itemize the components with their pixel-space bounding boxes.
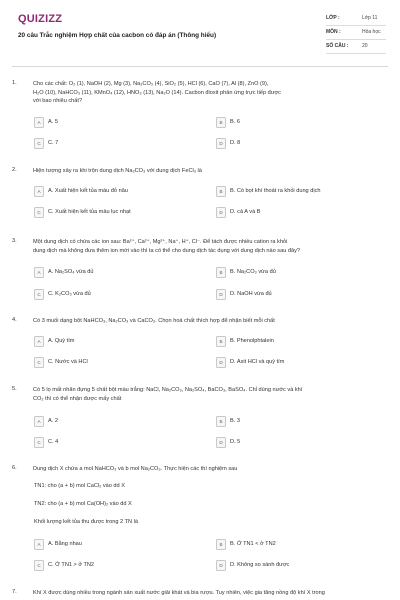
option-text: D. Không so sánh được — [230, 562, 290, 568]
option-text: B. Na₂CO₃ vừa đủ — [230, 269, 276, 275]
option-d[interactable] — [216, 138, 386, 150]
question-line: H₂O (10), NaHCO₃ (11), KMnO₄ (12), HNO₃ (13), Na₂O (14). Cacbon đioxit phản ứng trực tiếp được — [33, 89, 281, 96]
question-line: Khí X được dùng nhiều trong ngành sản xuất nước giải khát và bia rượu. Tuy nhiên, việc gia tăng nồng độ khí X trong — [33, 590, 325, 596]
meta-row-count — [326, 40, 386, 54]
option-text: B. Ở TN1 < ở TN2 — [230, 541, 276, 547]
question-number: 1. — [12, 80, 17, 86]
option-key-box[interactable]: C — [34, 560, 44, 571]
option-text: A. Bằng nhau — [48, 541, 82, 547]
option-text: B. Phenolphtalein — [230, 338, 274, 344]
header-divider — [12, 66, 388, 67]
option-b[interactable] — [216, 539, 386, 551]
option-text: C. Nước và HCl — [48, 359, 88, 365]
option-key-box[interactable]: A — [34, 267, 44, 278]
question-line: dung dịch mà không đưa thêm ion mới vào thì ta có thể cho dung dịch tác dụng với dung dịch nào sau đây? — [33, 247, 301, 254]
meta-row-grade — [326, 12, 386, 26]
option-d[interactable] — [216, 207, 386, 219]
question-number: 3. — [12, 238, 17, 244]
option-text: A. Na₂SO₄ vừa đủ — [48, 269, 94, 275]
question-line: với bao nhiêu chất? — [33, 98, 83, 105]
option-text: C. K₂CO₃ vừa đủ — [48, 291, 91, 297]
option-key-box[interactable]: D — [216, 437, 226, 448]
question-line: Dung dịch X chứa a mol NaHCO₃ và b mol Na₂CO₃. Thực hiện các thí nghiệm sau — [33, 466, 238, 472]
experiment-line: TN1: cho (a + b) mol CaCl₂ vào dd X — [34, 483, 125, 489]
option-text: A. 2 — [48, 418, 58, 424]
option-text: A. Quỳ tím — [48, 338, 75, 344]
option-key-box[interactable]: B — [216, 117, 226, 128]
question-text — [33, 317, 387, 326]
question-line: Có 3 muối dạng bột NaHCO₃, Na₂CO₃ và CaCO₃. Chọn hoá chất thích hợp để nhận biết mỗi chất — [33, 318, 275, 324]
option-c[interactable] — [34, 560, 204, 572]
option-key-box[interactable]: A — [34, 117, 44, 128]
question-line: Một dung dịch có chứa các ion sau: Ba²⁺, Ca²⁺, Mg²⁺, Na⁺, H⁺, Cl⁻. Để tách được nhiều cation ra khỏi — [33, 239, 288, 245]
option-a[interactable] — [34, 539, 204, 551]
option-d[interactable] — [216, 289, 386, 301]
meta-table — [326, 12, 386, 54]
option-key-box[interactable]: B — [216, 186, 226, 197]
question-line: Cho các chất: O₂ (1), NaOH (2), Mg (3), Na₂CO₃ (4), SiO₂ (5), HCl (6), CaO (7), Al (8), ZnO (9), — [33, 81, 269, 87]
meta-value: Lớp 11 — [362, 15, 378, 21]
option-key-box[interactable]: B — [216, 539, 226, 550]
question-number: 5. — [12, 386, 17, 392]
experiment-line: Khối lượng kết tủa thu được trong 2 TN là — [34, 519, 138, 525]
question-line: Có 5 lọ mất nhãn đựng 5 chất bột màu trắng: NaCl, Na₂CO₃, Na₂SO₄, BaCO₃, BaSO₄. Chỉ dùng nước và khí — [33, 387, 303, 393]
question-number: 7. — [12, 589, 17, 595]
option-text: D. cả A và B — [230, 209, 261, 215]
option-key-box[interactable]: D — [216, 207, 226, 218]
experiment-line: TN2: cho (a + b) mol Ca(OH)₂ vào dd X — [34, 501, 132, 507]
meta-value: 20 — [362, 43, 368, 49]
document-title: 20 câu Trắc nghiệm Hợp chất của cacbon có đáp án (Thông hiểu) — [18, 32, 217, 39]
option-text: B. Có bọt khí thoát ra khỏi dung dịch — [230, 188, 321, 194]
option-key-box[interactable]: C — [34, 138, 44, 149]
option-b[interactable] — [216, 267, 386, 279]
option-a[interactable] — [34, 186, 204, 198]
option-c[interactable] — [34, 207, 204, 219]
option-key-box[interactable]: C — [34, 357, 44, 368]
option-c[interactable] — [34, 289, 204, 301]
question-number: 6. — [12, 465, 17, 471]
option-key-box[interactable]: D — [216, 560, 226, 571]
meta-row-subject — [326, 26, 386, 40]
question-text — [33, 465, 387, 474]
option-text: D. 8 — [230, 140, 241, 146]
option-key-box[interactable]: B — [216, 267, 226, 278]
option-b[interactable] — [216, 117, 386, 129]
option-a[interactable] — [34, 336, 204, 348]
option-text: A. Xuất hiện kết tủa màu đỏ nâu — [48, 188, 128, 194]
option-text: C. Xuất hiện kết tủa màu lục nhạt — [48, 209, 131, 215]
option-d[interactable] — [216, 560, 386, 572]
meta-label: MÔN : — [326, 29, 341, 35]
question-number: 4. — [12, 317, 17, 323]
question-line: CO₂ thì có thể nhận được mấy chất — [33, 395, 122, 402]
meta-label: LỚP : — [326, 15, 340, 21]
option-b[interactable] — [216, 186, 386, 198]
option-d[interactable] — [216, 357, 386, 369]
option-c[interactable] — [34, 437, 204, 449]
option-key-box[interactable]: B — [216, 336, 226, 347]
option-text: B. 6 — [230, 119, 240, 125]
option-text: C. 7 — [48, 140, 59, 146]
option-key-box[interactable]: B — [216, 416, 226, 427]
meta-label: SỐ CÂU : — [326, 43, 349, 49]
option-text: C. Ở TN1 > ở TN2 — [48, 562, 95, 568]
question-text — [33, 386, 387, 403]
question-line: Hiện tượng xảy ra khi trộn dung dịch Na₂CO₃ với dung dịch FeCl₃ là — [33, 168, 202, 174]
option-key-box[interactable]: A — [34, 336, 44, 347]
option-key-box[interactable]: D — [216, 357, 226, 368]
option-text: D. NaOH vừa đủ — [230, 291, 272, 297]
option-a[interactable] — [34, 267, 204, 279]
question-text — [33, 589, 387, 598]
option-key-box[interactable]: A — [34, 416, 44, 427]
option-a[interactable] — [34, 416, 204, 428]
page-header — [0, 0, 400, 62]
option-c[interactable] — [34, 138, 204, 150]
option-key-box[interactable]: A — [34, 539, 44, 550]
option-text: B. 3 — [230, 418, 240, 424]
question-text — [33, 238, 387, 255]
option-d[interactable] — [216, 437, 386, 449]
option-text: A. 5 — [48, 119, 58, 125]
option-text: D. Axit HCl và quỳ tím — [230, 359, 285, 365]
option-key-box[interactable]: D — [216, 289, 226, 300]
option-a[interactable] — [34, 117, 204, 129]
option-text: C. 4 — [48, 439, 59, 445]
question-text — [33, 80, 387, 106]
meta-value: Hóa học — [362, 29, 381, 35]
option-key-box[interactable]: A — [34, 186, 44, 197]
option-c[interactable] — [34, 357, 204, 369]
question-number: 2. — [12, 167, 17, 173]
option-key-box[interactable]: C — [34, 289, 44, 300]
option-key-box[interactable]: C — [34, 207, 44, 218]
option-key-box[interactable]: C — [34, 437, 44, 448]
option-key-box[interactable]: D — [216, 138, 226, 149]
option-b[interactable] — [216, 416, 386, 428]
option-text: D. 5 — [230, 439, 241, 445]
option-b[interactable] — [216, 336, 386, 348]
quizizz-logo: QUIZIZZ — [18, 13, 63, 25]
question-text — [33, 167, 387, 176]
